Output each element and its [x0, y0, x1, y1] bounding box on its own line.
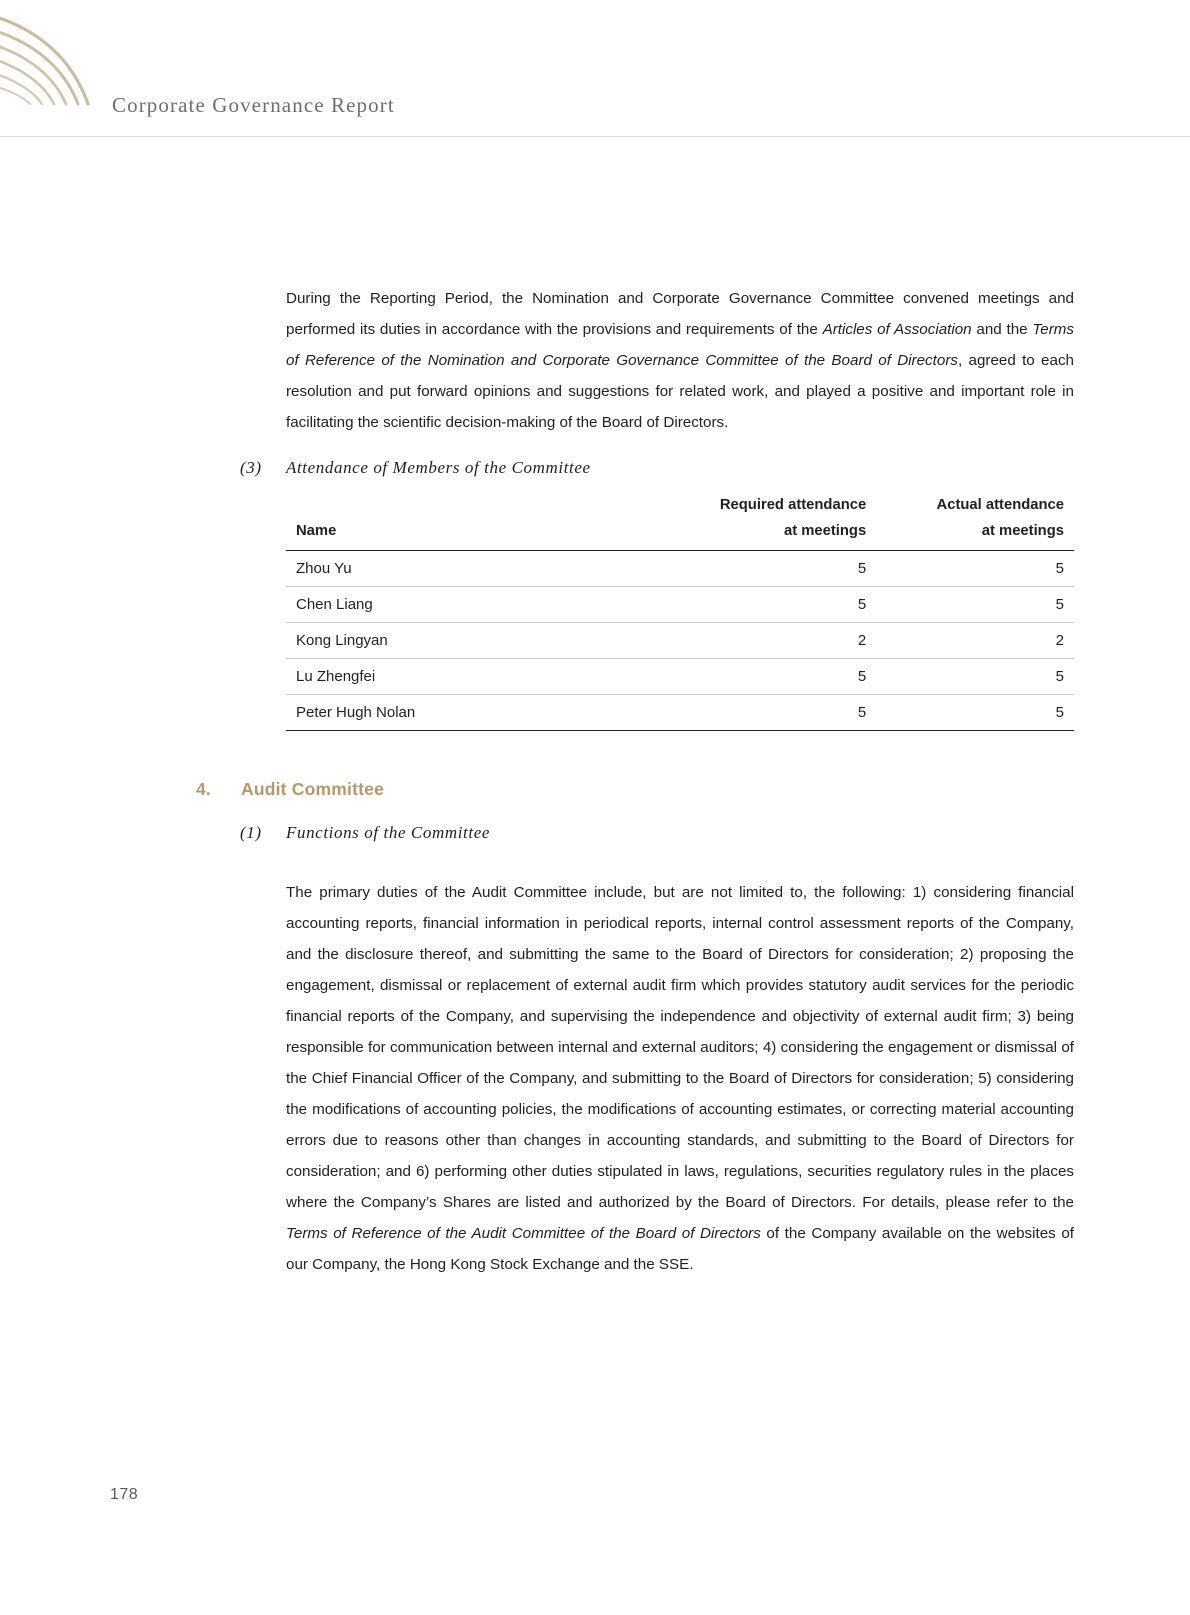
table-row — [286, 551, 1074, 587]
table-cell-required: 5 — [678, 695, 876, 731]
subheading-attendance-marker: (3) — [240, 458, 262, 477]
table-cell-actual: 5 — [876, 659, 1074, 695]
table-cell-name: Chen Liang — [286, 587, 678, 623]
table-row — [286, 587, 1074, 623]
section-title: Audit Committee — [241, 779, 384, 799]
table-cell-name: Peter Hugh Nolan — [286, 695, 678, 731]
table-cell-actual: 5 — [876, 695, 1074, 731]
table-cell-required: 5 — [678, 659, 876, 695]
intro-italic-terms: Terms of Reference of the Nomination and Corporate Governance Committee of the Board of Directors — [286, 321, 1074, 370]
table-cell-name: Zhou Yu — [286, 551, 678, 587]
table-header-required-line1: Required attendance — [719, 497, 867, 513]
table-row — [286, 623, 1074, 659]
table-row — [286, 659, 1074, 695]
table-header-name-line2: Name — [296, 523, 337, 539]
table-cell-actual: 5 — [876, 551, 1074, 587]
functions-text-part2: of the Company available on the websites of our Company, the Hong Kong Stock Exchange and the SSE. — [286, 1225, 1074, 1274]
subheading-functions — [240, 823, 490, 843]
functions-paragraph — [286, 877, 1074, 1280]
intro-text-part1: During the Reporting Period, the Nomination and Corporate Governance Committee convened meetings and performed its duties in accordance with the provisions and requirements of the — [286, 290, 1074, 339]
subheading-attendance-text: Attendance of Members of the Committee — [286, 458, 591, 477]
intro-text-part2: and the — [971, 321, 1033, 339]
table-header-required-line2: at meetings — [783, 523, 867, 539]
table-header-actual-line1: Actual attendance — [936, 497, 1064, 513]
table-header-name — [286, 492, 678, 551]
page-header — [0, 0, 1190, 138]
table-cell-required: 5 — [678, 587, 876, 623]
page-title: Corporate Governance Report — [112, 93, 395, 117]
intro-paragraph — [286, 283, 1074, 438]
table-header-required — [678, 492, 876, 551]
table-cell-actual: 2 — [876, 623, 1074, 659]
table-cell-required: 2 — [678, 623, 876, 659]
table-cell-name: Lu Zhengfei — [286, 659, 678, 695]
functions-italic-terms: Terms of Reference of the Audit Committee of the Board of Directors — [286, 1225, 761, 1243]
section-heading-audit-committee — [196, 779, 384, 800]
subheading-functions-text: Functions of the Committee — [286, 823, 490, 842]
page-number: 178 — [110, 1486, 139, 1503]
intro-text-part3: , agreed to each resolution and put forward opinions and suggestions for related work, and played a positive and important role in facilitating the scientific decision-making of the Board of Directors. — [286, 352, 1074, 432]
table-header-actual-line2: at meetings — [981, 523, 1064, 539]
table-row — [286, 695, 1074, 731]
subheading-functions-marker: (1) — [240, 823, 262, 842]
table-cell-name: Kong Lingyan — [286, 623, 678, 659]
subheading-attendance — [240, 458, 591, 478]
header-divider — [0, 136, 1190, 137]
functions-text-part1: The primary duties of the Audit Committee include, but are not limited to, the following: 1) considering financial accounting reports, financial information in periodical reports, internal control assessment reports of the Company, and the disclosure thereof, and submitting the same to the Board of Directors for consideration; 2) proposing the engagement, dismissal or replacement of external audit firm which provides statutory audit services for the periodic financial reports of the Company, and supervising the independence and objectivity of external audit firm; 3) being responsible for communication between internal and external auditors; 4) considering the engagement or dismissal of the Chief Financial Officer of the Company, and submitting to the Board of Directors for consideration; 5) considering the modifications of accounting policies, the modifications of accounting estimates, or correcting material accounting errors due to reasons other than changes in accounting standards, and submitting to the Board of Directors for consideration; and 6) performing other duties stipulated in laws, regulations, securities regulatory rules in the places where the Company’s Shares are listed and authorized by the Board of Directors. For details, please refer to the — [286, 884, 1074, 1212]
table-cell-required: 5 — [678, 551, 876, 587]
intro-italic-articles: Articles of Association — [822, 321, 972, 339]
section-number: 4. — [196, 779, 211, 799]
table-header-actual — [876, 492, 1074, 551]
table-cell-actual: 5 — [876, 587, 1074, 623]
attendance-table — [286, 492, 1074, 731]
